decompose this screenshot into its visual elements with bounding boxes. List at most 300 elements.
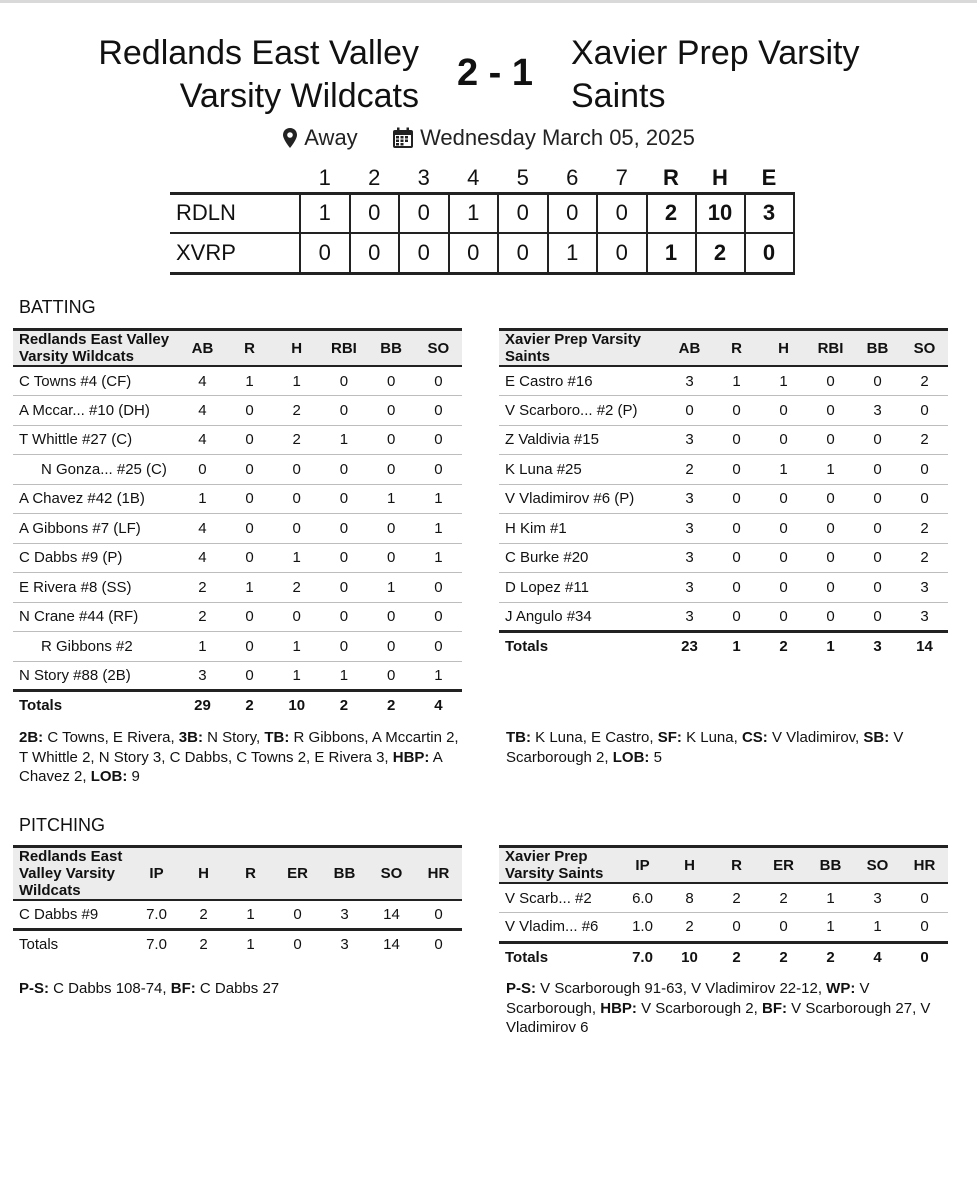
- stat-cell: 0: [320, 484, 367, 514]
- totals-cell: 1: [807, 632, 854, 661]
- stat-cell: 3: [321, 900, 368, 930]
- player-row: [499, 455, 948, 485]
- stat-cell: 1: [854, 913, 901, 943]
- stat-cell: 3: [666, 366, 713, 396]
- totals-cell: 3: [854, 632, 901, 661]
- stat-cell: 0: [226, 661, 273, 691]
- stat-cell: 0: [415, 632, 462, 662]
- player-name: V Scarb... #2: [499, 883, 619, 913]
- stat-cell: 0: [320, 602, 367, 632]
- stat-cell: 1: [760, 455, 807, 485]
- totals-row: [13, 930, 462, 959]
- stat-cell: 1: [273, 366, 320, 396]
- player-row: [13, 514, 462, 544]
- stat-cell: 0: [368, 396, 415, 426]
- note-value: C Towns, E Rivera,: [43, 729, 179, 746]
- stat-cell: 0: [713, 514, 760, 544]
- note-value: A Chavez 2,: [19, 748, 442, 785]
- player-row: [13, 455, 462, 485]
- stat-cell: 0: [760, 573, 807, 603]
- stat-cell: 0: [415, 396, 462, 426]
- stat-cell: 0: [854, 602, 901, 632]
- totals-cell: 3: [321, 930, 368, 959]
- stat-cell: 1: [807, 883, 854, 913]
- note-value: 5: [649, 748, 662, 766]
- inning-score: 0: [350, 193, 400, 233]
- totals-cell: 1: [227, 930, 274, 959]
- stat-cell: 0: [368, 425, 415, 455]
- location-pin-icon: [282, 127, 298, 149]
- stat-column-header: SO: [901, 330, 948, 367]
- stat-cell: 0: [368, 632, 415, 662]
- player-name: A Mccar... #10 (DH): [13, 396, 179, 426]
- stat-column-header: HR: [901, 847, 948, 884]
- home-pitching-table: [13, 845, 462, 959]
- player-name: N Gonza... #25 (C): [13, 455, 179, 485]
- stat-cell: 0: [320, 543, 367, 573]
- stat-column-header: R: [713, 847, 760, 884]
- player-row: [13, 602, 462, 632]
- stat-column-header: RBI: [320, 330, 367, 367]
- player-row: [499, 543, 948, 573]
- stat-cell: 0: [807, 366, 854, 396]
- stat-cell: 0: [713, 425, 760, 455]
- totals-cell: 0: [274, 930, 321, 959]
- note-key: WP:: [826, 980, 856, 997]
- team-column-header: Redlands East Valley Varsity Wildcats: [13, 847, 133, 901]
- player-row: [13, 661, 462, 691]
- stat-cell: 0: [368, 514, 415, 544]
- note-key: TB:: [506, 729, 531, 746]
- note-value: N Story,: [202, 729, 265, 746]
- inning-score: 1: [300, 193, 350, 233]
- stat-cell: 7.0: [133, 900, 180, 930]
- player-row: [13, 543, 462, 573]
- totals-cell: 4: [415, 691, 462, 720]
- stat-cell: 8: [666, 883, 713, 913]
- linescore-corner: [170, 165, 300, 193]
- stat-cell: 0: [713, 396, 760, 426]
- stat-cell: 0: [179, 455, 226, 485]
- stat-cell: 0: [226, 425, 273, 455]
- inning-score: 0: [399, 193, 449, 233]
- note-value: V Scarborough,: [506, 980, 870, 1017]
- stat-column-header: R: [713, 330, 760, 367]
- stat-column-header: AB: [179, 330, 226, 367]
- stat-cell: 1: [415, 484, 462, 514]
- stat-cell: 0: [854, 543, 901, 573]
- stat-cell: 1: [415, 543, 462, 573]
- stat-cell: 0: [226, 543, 273, 573]
- stat-cell: 2: [666, 455, 713, 485]
- stat-cell: 0: [320, 455, 367, 485]
- team-column-header: Xavier Prep Varsity Saints: [499, 330, 666, 367]
- inning-score: 0: [597, 233, 647, 273]
- player-row: [499, 883, 948, 913]
- stat-cell: 0: [368, 661, 415, 691]
- stat-cell: 0: [760, 913, 807, 943]
- stat-cell: 1: [320, 661, 367, 691]
- home-team-line2: Varsity Wildcats: [179, 77, 419, 115]
- away-batting-table: [499, 328, 948, 661]
- stat-cell: 0: [274, 900, 321, 930]
- stat-cell: 1: [227, 900, 274, 930]
- stat-column-header: HR: [415, 847, 462, 901]
- stat-cell: 0: [368, 602, 415, 632]
- note-key: P-S:: [19, 980, 49, 997]
- home-team-name: [98, 32, 419, 118]
- player-row: [499, 484, 948, 514]
- stat-cell: 3: [666, 425, 713, 455]
- totals-cell: 0: [415, 930, 462, 959]
- pitching-section-title: PITCHING: [19, 815, 106, 835]
- totals-row: [499, 632, 948, 661]
- stat-cell: 0: [320, 366, 367, 396]
- stat-cell: 3: [666, 602, 713, 632]
- note-key: HBP:: [392, 748, 430, 766]
- stat-cell: 2: [179, 602, 226, 632]
- totals-cell: 4: [854, 942, 901, 971]
- stat-column-header: BB: [854, 330, 901, 367]
- stat-column-header: SO: [415, 330, 462, 367]
- inning-header: 5: [516, 165, 529, 191]
- totals-label: Totals: [499, 942, 619, 971]
- stat-cell: 3: [666, 573, 713, 603]
- stat-cell: 0: [273, 514, 320, 544]
- inning-score: 1: [449, 193, 499, 233]
- player-name: C Towns #4 (CF): [13, 366, 179, 396]
- stat-cell: 0: [273, 455, 320, 485]
- inning-score: 0: [350, 233, 400, 273]
- inning-header: 7: [615, 165, 628, 191]
- totals-row: [13, 691, 462, 720]
- stat-cell: 0: [807, 602, 854, 632]
- totals-cell: 2: [226, 691, 273, 720]
- totals-cell: 2: [320, 691, 367, 720]
- stat-cell: 4: [179, 514, 226, 544]
- stat-column-header: H: [666, 847, 713, 884]
- player-name: V Scarboro... #2 (P): [499, 396, 666, 426]
- stat-cell: 4: [179, 396, 226, 426]
- stat-cell: 0: [320, 396, 367, 426]
- stat-cell: 0: [760, 484, 807, 514]
- inning-header: 3: [417, 165, 430, 191]
- stat-cell: 0: [854, 366, 901, 396]
- note-key: HBP:: [600, 999, 637, 1017]
- total-errors: 0: [745, 233, 794, 273]
- note-key: CS:: [741, 729, 768, 746]
- player-name: C Burke #20: [499, 543, 666, 573]
- total-hits: 10: [696, 193, 745, 233]
- stat-cell: 0: [807, 573, 854, 603]
- stat-cell: 0: [807, 514, 854, 544]
- stat-cell: 0: [415, 366, 462, 396]
- note-value: R Gibbons, A Mccartin 2, T Whittle 2, N Story 3, C Dabbs, C Towns 2, E Rivera 3,: [19, 729, 459, 766]
- line-score-table: [170, 165, 795, 275]
- runs-header: R: [663, 165, 679, 191]
- note-key: BF:: [170, 980, 196, 997]
- totals-cell: 10: [273, 691, 320, 720]
- linescore-row-home: [170, 193, 794, 233]
- stat-cell: 2: [713, 883, 760, 913]
- stat-column-header: BB: [321, 847, 368, 901]
- player-name: V Vladimirov #6 (P): [499, 484, 666, 514]
- player-name: H Kim #1: [499, 514, 666, 544]
- totals-cell: 2: [760, 942, 807, 971]
- stat-cell: 2: [273, 425, 320, 455]
- note-value: C Dabbs 27: [195, 980, 280, 997]
- player-row: [499, 913, 948, 943]
- stat-cell: 2: [901, 543, 948, 573]
- stat-column-header: RBI: [807, 330, 854, 367]
- stat-cell: 0: [901, 455, 948, 485]
- away-team-line2: Saints: [571, 77, 666, 115]
- stat-cell: 1.0: [619, 913, 666, 943]
- stat-cell: 0: [415, 455, 462, 485]
- stat-cell: 2: [179, 573, 226, 603]
- player-name: C Dabbs #9 (P): [13, 543, 179, 573]
- totals-label: Totals: [499, 632, 666, 661]
- inning-header: 1: [318, 165, 331, 191]
- stat-cell: 0: [320, 573, 367, 603]
- inning-score: 0: [300, 233, 350, 273]
- away-pitching-notes: [506, 979, 952, 1038]
- stat-cell: 0: [854, 514, 901, 544]
- linescore-team: RDLN: [170, 193, 300, 233]
- inning-score: 0: [399, 233, 449, 273]
- totals-cell: 7.0: [619, 942, 666, 971]
- inning-score: 0: [498, 193, 548, 233]
- home-team-line1: Redlands East Valley: [98, 34, 419, 72]
- stat-cell: 0: [854, 425, 901, 455]
- note-value: V Scarborough 91-63, V Vladimirov 22-12,: [536, 980, 827, 997]
- player-row: [13, 900, 462, 930]
- stat-cell: 0: [368, 543, 415, 573]
- stat-cell: 3: [666, 514, 713, 544]
- totals-cell: 14: [368, 930, 415, 959]
- stat-cell: 0: [368, 455, 415, 485]
- player-name: V Vladim... #6: [499, 913, 619, 943]
- totals-label: Totals: [13, 691, 179, 720]
- note-key: 2B:: [19, 729, 44, 746]
- stat-cell: 0: [901, 396, 948, 426]
- linescore-team: XVRP: [170, 233, 300, 273]
- stat-cell: 3: [179, 661, 226, 691]
- calendar-icon: [392, 127, 414, 149]
- player-row: [13, 573, 462, 603]
- stat-cell: 1: [179, 632, 226, 662]
- stat-cell: 0: [854, 573, 901, 603]
- totals-label: Totals: [13, 930, 133, 959]
- stat-cell: 3: [666, 484, 713, 514]
- player-name: Z Valdivia #15: [499, 425, 666, 455]
- stat-cell: 0: [415, 900, 462, 930]
- inning-score: 0: [449, 233, 499, 273]
- player-name: E Castro #16: [499, 366, 666, 396]
- stat-cell: 0: [854, 484, 901, 514]
- stat-cell: 2: [760, 883, 807, 913]
- stat-cell: 0: [760, 514, 807, 544]
- stat-cell: 2: [901, 366, 948, 396]
- stat-cell: 1: [415, 514, 462, 544]
- totals-cell: 29: [179, 691, 226, 720]
- away-team-line1: Xavier Prep Varsity: [571, 34, 860, 72]
- stat-column-header: ER: [760, 847, 807, 884]
- team-column-header: Xavier Prep Varsity Saints: [499, 847, 619, 884]
- total-runs: 1: [647, 233, 696, 273]
- player-row: [499, 514, 948, 544]
- away-team-name: [571, 32, 859, 118]
- stat-column-header: H: [273, 330, 320, 367]
- inning-score: 0: [548, 193, 598, 233]
- totals-cell: 0: [901, 942, 948, 971]
- stat-cell: 4: [179, 366, 226, 396]
- batting-section-title: BATTING: [19, 297, 96, 317]
- stat-cell: 0: [226, 602, 273, 632]
- stat-cell: 0: [901, 883, 948, 913]
- stat-cell: 1: [368, 573, 415, 603]
- stat-cell: 6.0: [619, 883, 666, 913]
- player-name: J Angulo #34: [499, 602, 666, 632]
- stat-cell: 0: [760, 396, 807, 426]
- location-label: Away: [304, 125, 358, 151]
- note-key: TB:: [264, 729, 290, 746]
- player-row: [499, 602, 948, 632]
- stat-cell: 4: [179, 543, 226, 573]
- stat-cell: 0: [760, 425, 807, 455]
- stat-cell: 1: [273, 632, 320, 662]
- inning-header: 6: [566, 165, 579, 191]
- stat-cell: 0: [226, 514, 273, 544]
- final-score: 2 - 1: [456, 52, 534, 94]
- total-hits: 2: [696, 233, 745, 273]
- stat-cell: 0: [415, 573, 462, 603]
- note-key: LOB:: [90, 768, 128, 785]
- stat-cell: 2: [273, 396, 320, 426]
- stat-cell: 0: [901, 913, 948, 943]
- stat-cell: 0: [320, 632, 367, 662]
- note-value: V Vladimirov,: [767, 729, 864, 746]
- stat-cell: 1: [273, 543, 320, 573]
- stat-cell: 3: [854, 396, 901, 426]
- stat-cell: 0: [226, 484, 273, 514]
- home-batting-table: [13, 328, 462, 720]
- stat-cell: 0: [273, 484, 320, 514]
- totals-cell: 2: [760, 632, 807, 661]
- totals-cell: 2: [180, 930, 227, 959]
- stat-cell: 4: [179, 425, 226, 455]
- stat-cell: 0: [807, 543, 854, 573]
- stat-cell: 2: [666, 913, 713, 943]
- stat-cell: 0: [368, 366, 415, 396]
- stat-cell: 0: [415, 602, 462, 632]
- top-divider: [0, 0, 977, 3]
- note-value: V Scarborough 2,: [636, 999, 762, 1017]
- stat-cell: 1: [226, 366, 273, 396]
- stat-cell: 1: [368, 484, 415, 514]
- stat-cell: 0: [226, 455, 273, 485]
- player-name: E Rivera #8 (SS): [13, 573, 179, 603]
- player-name: D Lopez #11: [499, 573, 666, 603]
- stat-cell: 2: [273, 573, 320, 603]
- stat-cell: 0: [226, 632, 273, 662]
- team-column-header: Redlands East Valley Varsity Wildcats: [13, 330, 179, 367]
- inning-header: 4: [467, 165, 480, 191]
- stat-column-header: R: [227, 847, 274, 901]
- inning-score: 0: [597, 193, 647, 233]
- stat-cell: 1: [320, 425, 367, 455]
- inning-header: 2: [368, 165, 381, 191]
- away-batting-notes: [506, 728, 952, 767]
- stat-cell: 0: [807, 396, 854, 426]
- stat-cell: 0: [713, 484, 760, 514]
- stat-column-header: IP: [133, 847, 180, 901]
- player-name: C Dabbs #9: [13, 900, 133, 930]
- inning-score: 0: [498, 233, 548, 273]
- totals-cell: 2: [368, 691, 415, 720]
- totals-row: [499, 942, 948, 971]
- total-runs: 2: [647, 193, 696, 233]
- player-row: [499, 425, 948, 455]
- totals-cell: 23: [666, 632, 713, 661]
- stat-column-header: R: [226, 330, 273, 367]
- totals-cell: 1: [713, 632, 760, 661]
- stat-column-header: IP: [619, 847, 666, 884]
- stat-cell: 14: [368, 900, 415, 930]
- player-row: [13, 425, 462, 455]
- stat-cell: 1: [273, 661, 320, 691]
- note-value: C Dabbs 108-74,: [49, 980, 171, 997]
- stat-cell: 0: [854, 455, 901, 485]
- totals-cell: 2: [713, 942, 760, 971]
- stat-cell: 1: [760, 366, 807, 396]
- note-key: LOB:: [612, 748, 650, 766]
- stat-column-header: H: [180, 847, 227, 901]
- game-meta: [0, 124, 977, 151]
- total-errors: 3: [745, 193, 794, 233]
- stat-cell: 2: [901, 514, 948, 544]
- stat-cell: 3: [901, 573, 948, 603]
- stat-cell: 0: [713, 602, 760, 632]
- stat-cell: 0: [273, 602, 320, 632]
- stat-cell: 2: [180, 900, 227, 930]
- stat-cell: 0: [713, 573, 760, 603]
- totals-cell: 14: [901, 632, 948, 661]
- stat-cell: 0: [713, 913, 760, 943]
- note-key: BF:: [761, 999, 787, 1017]
- stat-column-header: H: [760, 330, 807, 367]
- errors-header: E: [761, 165, 777, 191]
- game-date: Wednesday March 05, 2025: [420, 125, 695, 151]
- note-value: K Luna, E Castro,: [531, 729, 658, 746]
- stat-column-header: ER: [274, 847, 321, 901]
- inning-score: 1: [548, 233, 598, 273]
- stat-cell: 0: [320, 514, 367, 544]
- stat-column-header: BB: [368, 330, 415, 367]
- player-row: [13, 632, 462, 662]
- stat-cell: 0: [415, 425, 462, 455]
- note-value: V Scarborough 27, V Vladimirov 6: [506, 999, 931, 1036]
- stat-cell: 1: [415, 661, 462, 691]
- stat-cell: 1: [179, 484, 226, 514]
- note-value: 9: [127, 768, 140, 785]
- away-pitching-table: [499, 845, 948, 971]
- totals-cell: 7.0: [133, 930, 180, 959]
- player-row: [13, 484, 462, 514]
- stat-cell: 1: [226, 573, 273, 603]
- stat-column-header: AB: [666, 330, 713, 367]
- stat-cell: 2: [901, 425, 948, 455]
